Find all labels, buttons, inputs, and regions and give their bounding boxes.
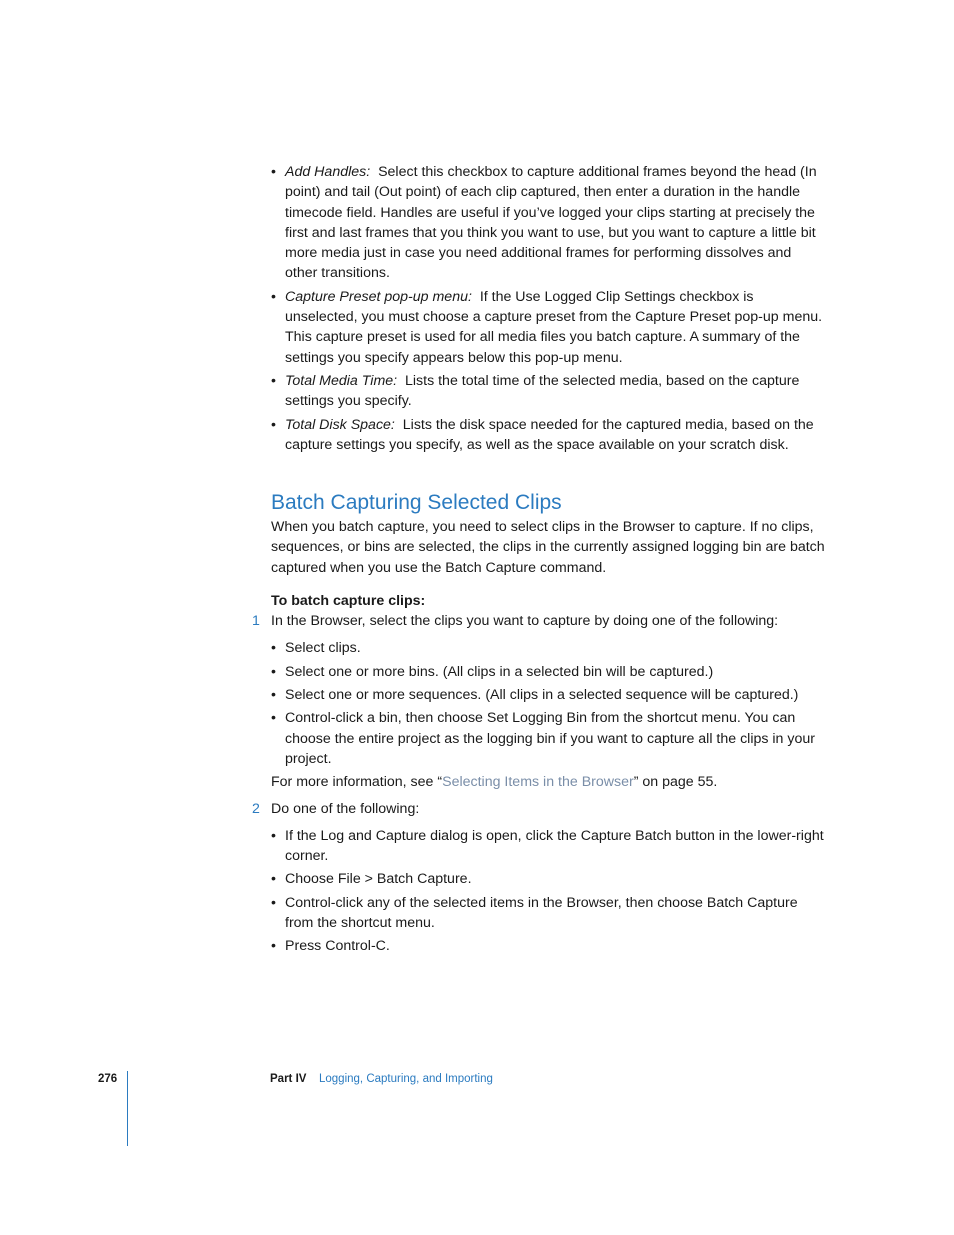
list-item xyxy=(271,826,826,867)
option-bullet-list xyxy=(271,162,826,458)
footer-part-title: Logging, Capturing, and Importing xyxy=(319,1073,493,1085)
section-title: Batch Capturing Selected Clips xyxy=(271,491,562,514)
list-item xyxy=(271,638,826,658)
bullet-text: Control-click any of the selected items in the Browser, then choose Batch Capture from the shortcut menu. xyxy=(285,894,798,932)
section-intro: When you batch capture, you need to select clips in the Browser to capture. If no clips, sequences, or bins are selected, the clips in the currently assigned logging bin are batch captured when you use the Batch Capture command. xyxy=(271,519,825,576)
bullet-text: Select one or more bins. (All clips in a selected bin will be captured.) xyxy=(285,663,714,680)
step-text: Do one of the following: xyxy=(271,800,420,817)
step-2 xyxy=(252,799,826,819)
list-item xyxy=(271,685,826,705)
list-item xyxy=(271,893,826,934)
bullet-dot: • xyxy=(271,288,276,305)
bullet-item-total-media-time xyxy=(271,371,826,412)
more-info-prefix: For more information, see “ xyxy=(271,774,443,791)
more-info-line xyxy=(271,772,826,792)
bullet-dot: • xyxy=(271,164,276,180)
step-number: 2 xyxy=(252,800,260,817)
bullet-term: Add Handles: xyxy=(285,164,371,180)
bullet-text: Select this checkbox to capture additional frames beyond the head (In point) and tail (Out point) of each clip captured, then enter a duration in the handle timecode field. Handles are useful if you’ve logged your clips starting at precisely the first and last frames that you think you want to use, but you want to capture a little bit more media just in case you need additional frames for performing dissolves and other transitions. xyxy=(285,164,817,282)
bullet-text: Select one or more sequences. (All clips in a selected sequence will be captured.) xyxy=(285,687,799,704)
bullet-dot: • xyxy=(271,827,276,844)
bullet-dot: • xyxy=(271,687,276,704)
bullet-text: Choose File > Batch Capture. xyxy=(285,871,472,888)
footer-divider xyxy=(127,1071,128,1146)
bullet-item-total-disk-space xyxy=(271,415,826,456)
list-item xyxy=(271,708,826,769)
bullet-dot: • xyxy=(271,663,276,680)
list-item xyxy=(271,936,826,956)
step-text: In the Browser, select the clips you want to capture by doing one of the following: xyxy=(271,613,779,630)
bullet-text: If the Log and Capture dialog is open, click the Capture Batch button in the lower-right corner. xyxy=(285,827,824,865)
list-item xyxy=(271,869,826,889)
bullet-item-capture-preset xyxy=(271,287,826,368)
cross-reference-link[interactable]: Selecting Items in the Browser xyxy=(442,774,634,791)
bullet-term: Total Disk Space: xyxy=(285,416,395,433)
footer-part-label: Part IV xyxy=(270,1073,307,1085)
page-number: 276 xyxy=(98,1073,118,1085)
task-title: To batch capture clips: xyxy=(271,592,426,609)
step-2-bullet-list xyxy=(271,826,826,957)
bullet-text: Lists the total time of the selected media, based on the capture settings you specify. xyxy=(285,372,800,410)
bullet-dot: • xyxy=(271,710,276,727)
bullet-text: Press Control-C. xyxy=(285,938,390,955)
bullet-text: Control-click a bin, then choose Set Logging Bin from the shortcut menu. You can choose the entire project as the logging bin if you want to capture all the clips in your project. xyxy=(285,710,815,767)
bullet-text: If the Use Logged Clip Settings checkbox is unselected, you must choose a capture preset from the Capture Preset pop-up menu. This capture preset is used for all media files you batch capture. A summary of the settings you specify appears below this pop-up menu. xyxy=(285,288,823,366)
bullet-dot: • xyxy=(271,938,276,955)
list-item xyxy=(271,662,826,682)
bullet-term: Capture Preset pop-up menu: xyxy=(285,288,472,305)
step-number: 1 xyxy=(252,613,260,630)
bullet-dot: • xyxy=(271,640,276,657)
bullet-dot: • xyxy=(271,372,276,389)
bullet-text: Lists the disk space needed for the captured media, based on the capture settings you specify, as well as the space available on your scratch disk. xyxy=(285,416,814,453)
bullet-item-add-handles xyxy=(271,162,826,284)
bullet-dot: • xyxy=(271,871,276,888)
batch-capture-section xyxy=(252,489,826,960)
step-1 xyxy=(252,611,826,631)
bullet-dot: • xyxy=(271,894,276,911)
bullet-text: Select clips. xyxy=(285,640,361,657)
bullet-term: Total Media Time: xyxy=(285,372,398,389)
step-1-bullet-list xyxy=(271,638,826,769)
more-info-suffix: ” on page 55. xyxy=(633,774,718,791)
bullet-dot: • xyxy=(271,416,276,433)
